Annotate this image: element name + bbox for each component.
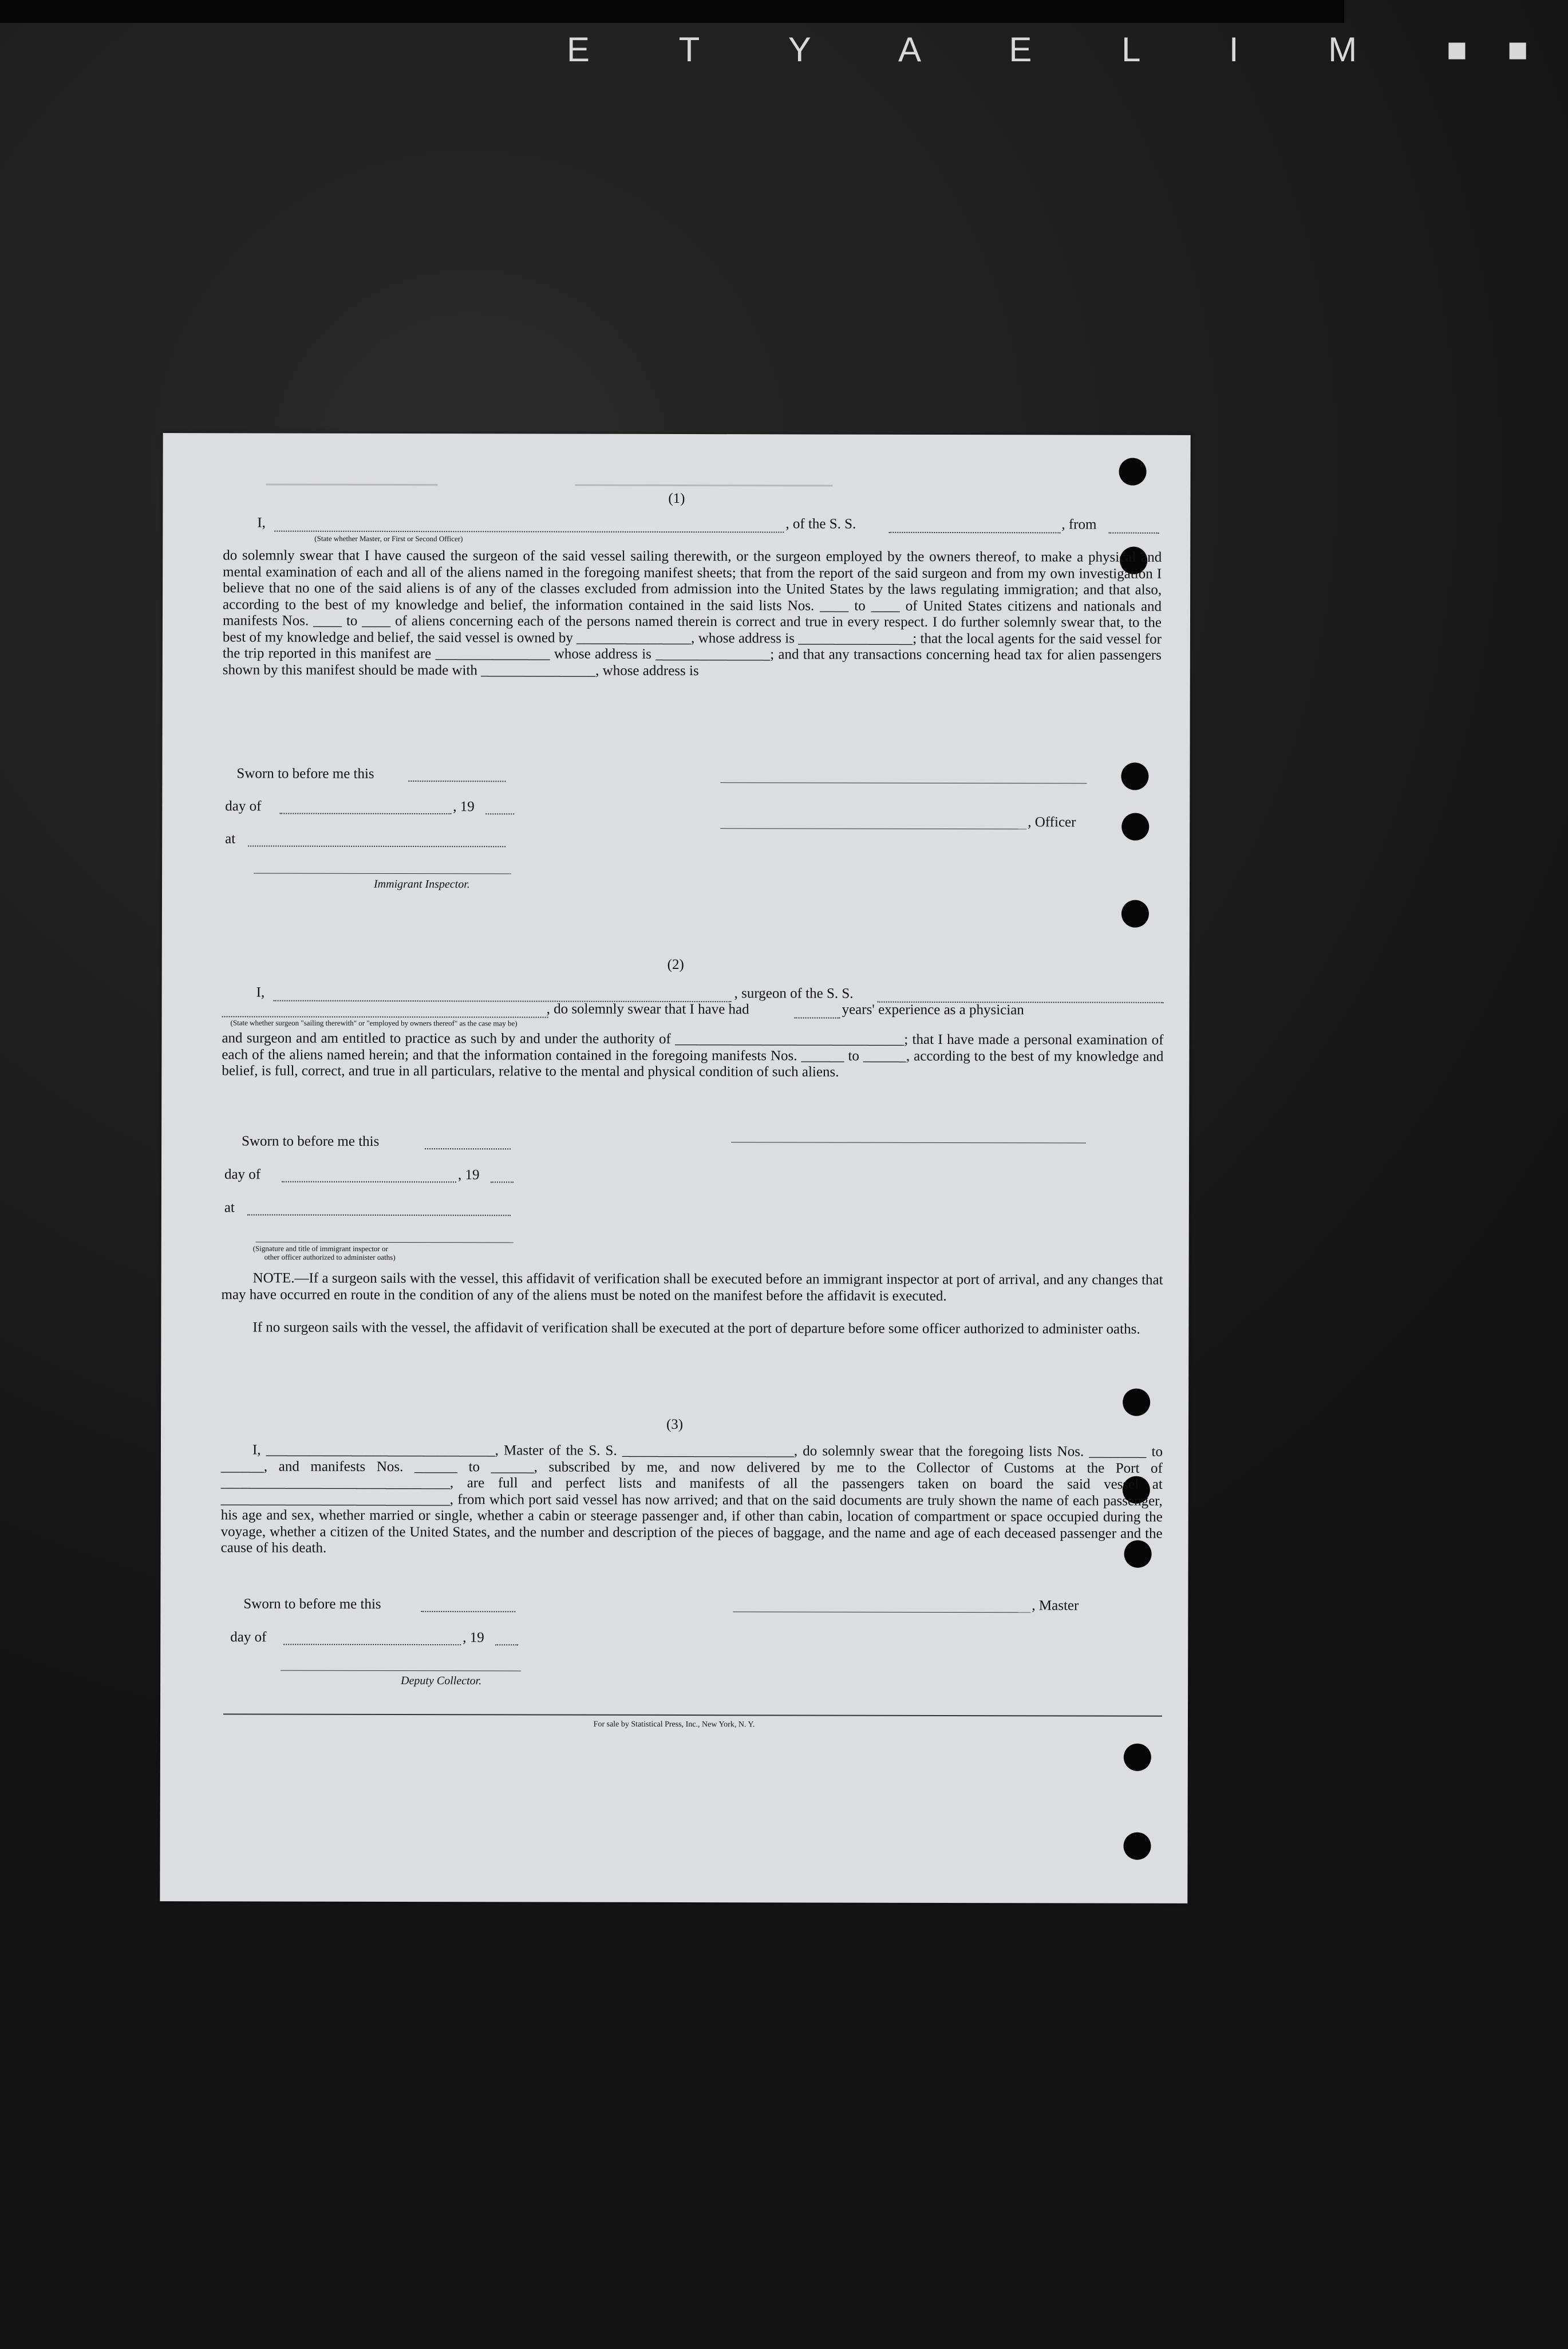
surgeon-note-paragraph-2: If no surgeon sails with the vessel, the affidavit of verification shall be executed at the port of departure before some officer authorized to administer oaths. [252,1319,1140,1337]
deputy-collector-label: Deputy Collector. [401,1674,482,1688]
immigrant-inspector-label: Immigrant Inspector. [374,877,470,891]
master-signature-line[interactable] [733,1611,1030,1613]
section-2-oath-paragraph: and surgeon and am entitled to practice as such by and under the authority of ________________________________; that I have made a personal examination of each of the aliens named herein; and that the information contained in the foregoing manifests Nos. ______ to ______, according to the best of my knowledge and belief, is full, correct, and true in all particulars, relative to the mental and physical condition of such aliens. [222,1030,1164,1080]
officer-signature-line-1[interactable] [720,782,1087,783]
deputy-collector-signature-line[interactable] [281,1670,521,1672]
surgeon-signature-line[interactable] [731,1142,1086,1143]
officer-rank-field[interactable] [274,531,784,533]
punch-hole [1123,1389,1150,1416]
master-label: , Master [1032,1598,1079,1614]
section-1-from: , from [1061,517,1097,533]
section-2-month-field[interactable] [282,1181,456,1183]
surgeon-note-paragraph: NOTE.—If a surgeon sails with the vessel, this affidavit of verification shall be executed before an immigrant inspector at port of arrival, and any changes that may have occurred en route in the condition of any of the aliens must be noted on the manifest before the affidavit is executed. [221,1270,1163,1304]
section-1-year-field[interactable] [485,813,514,814]
section-3-number: (3) [666,1416,684,1433]
section-1-oath-paragraph: do solemnly swear that I have caused the surgeon of the said vessel sailing therewith, or the surgeon employed by the owners thereof, to make a physical and mental examination of each and all of the aliens named in the foregoing manifest sheets; that from the report of the said surgeon and from my own investigation I believe that no one of the said aliens is of any of the classes excluded from admission into the United States by the laws regulating immigration; and that also, according to the best of my knowledge and belief, the information contained in the said lists Nos. ____ to ____ of United States citizens and nationals and manifests Nos. ____ to ____ of aliens concerning each of the persons named therein is correct and true in every respect. I do further solemnly swear that, to the best of my knowledge and belief, the said vessel is owned by ________________, whose address is ________________; that the local agents for the said vessel for the trip reported in this manifest are ________________ whose address is ________________; and that any transactions concerning head tax for alien passengers shown by this manifest should be made with ________________, whose address is [222,547,1162,679]
section-1-at-label: at [225,831,236,847]
section-3-day-of-label: day of [230,1629,267,1645]
punch-hole [1121,763,1148,790]
section-2-swear-text: , do solemnly swear that I have had [546,1001,749,1018]
section-2-year-field[interactable] [491,1181,514,1183]
officer-label: , Officer [1028,814,1076,830]
signature-title-note-1: (Signature and title of immigrant inspector or [252,1244,388,1253]
section-1-i-prefix: I, [257,515,266,531]
surgeon-status-field[interactable] [222,1016,548,1018]
departure-port-field[interactable] [1108,533,1159,534]
section-3-oath-paragraph: I, ________________________________, Master of the S. S. ________________________, do solemnly swear that the foregoing lists Nos. ________ to ______, and manifests Nos. ______ to ______, subscribed by me, and now delivered by me to the Collector of Customs at the Port of ________________________________, are full and perfect lists and manifests of all the passengers taken on board the said vessel at ________________________________, from which port said vessel has now arrived; and that on the said documents are truly shown the name of each passenger, his age and sex, whether married or single, whether a cabin or steerage passenger and, if other than cabin, location of compartment or space occupied during the voyage, whether a citizen of the United States, and the number and description of the pieces of baggage, and the name and age of each deceased passenger and the cause of his death. [220,1442,1163,1556]
section-1-day-of-label: day of [225,798,262,814]
section-1-month-field[interactable] [279,813,451,815]
section-2-signature-line-left[interactable] [256,1241,514,1243]
section-2-at-label: at [224,1200,235,1216]
section-3-sworn-label: Sworn to before me this [243,1596,381,1612]
signature-title-note-2: other officer authorized to administer oaths) [264,1252,396,1262]
manifest-page [160,433,1190,1903]
section-3-year-field[interactable] [495,1644,518,1645]
section-1-year-label: , 19 [453,799,475,815]
punch-hole [1123,1832,1151,1860]
section-1-place-field[interactable] [248,845,505,847]
section-2-year-label: , 19 [457,1167,480,1183]
section-1-sworn-date-field[interactable] [408,781,505,782]
section-2-place-field[interactable] [247,1214,511,1216]
film-edge-marks: E T Y A E L I M ■■ [567,30,1568,69]
punch-hole [1119,458,1146,486]
inspector-signature-line[interactable] [254,873,511,874]
section-1-of-ss: , of the S. S. [785,516,856,532]
section-2-day-of-label: day of [224,1166,261,1183]
punch-hole [1121,900,1149,928]
section-2-experience-text: years' experience as a physician [842,1002,1024,1018]
vessel-name-field[interactable] [888,532,1060,534]
section-3-month-field[interactable] [283,1644,461,1646]
punch-hole [1121,813,1149,841]
section-1-sworn-label: Sworn to before me this [236,766,374,782]
officer-rank-note: (State whether Master, or First or Second Officer) [314,534,463,543]
section-3-sworn-date-field[interactable] [421,1611,515,1612]
punch-hole [1124,1744,1151,1771]
section-2-sworn-date-field[interactable] [425,1148,511,1149]
surgeon-status-note: (State whether surgeon "sailing therewith" or "employed by owners thereof" as the case may be) [230,1018,518,1028]
section-2-surgeon-of-ss: , surgeon of the S. S. [734,986,854,1002]
section-2-i-prefix: I, [256,984,265,1000]
printer-imprint: For sale by Statistical Press, Inc., New York, N. Y. [593,1720,755,1729]
section-3-year-label: , 19 [463,1630,484,1646]
officer-signature-line-2[interactable] [720,828,1026,829]
film-top-strip [0,0,1344,23]
section-2-number: (2) [667,956,684,973]
footer-rule [223,1713,1162,1716]
section-1-number: (1) [668,490,685,507]
section-2-sworn-label: Sworn to before me this [242,1133,380,1149]
years-experience-field[interactable] [795,1017,840,1018]
